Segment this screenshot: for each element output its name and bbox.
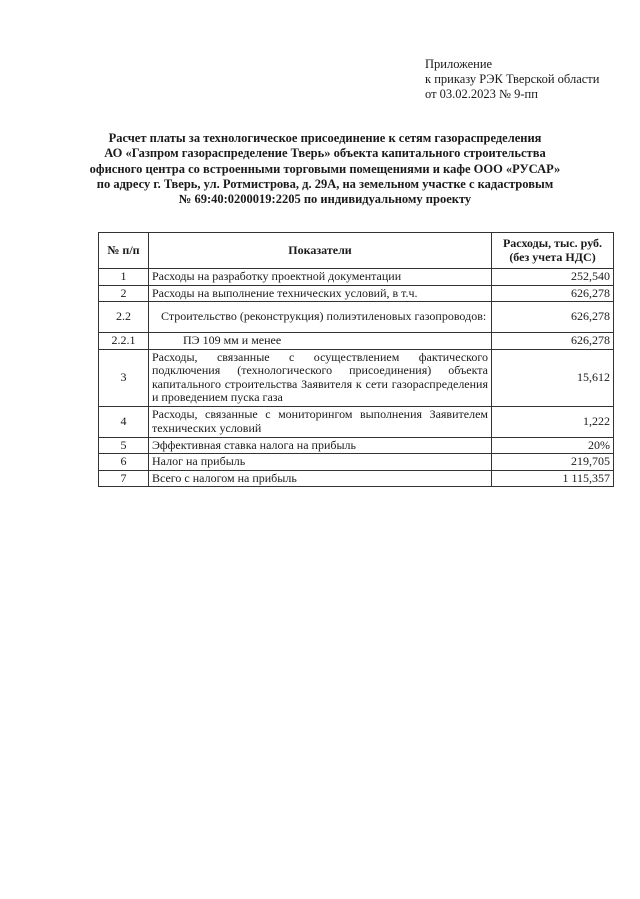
- title-line: АО «Газпром газораспределение Тверь» объекта капитального строительства: [104, 146, 546, 161]
- row-num: 7: [99, 470, 149, 487]
- table-row: [99, 302, 614, 333]
- row-value: 20%: [492, 437, 614, 454]
- appendix-line: от 03.02.2023 № 9-пп: [425, 87, 538, 101]
- row-num: 6: [99, 454, 149, 471]
- row-value: 15,612: [492, 349, 614, 406]
- row-value: 1,222: [492, 406, 614, 437]
- header-num: № п/п: [99, 233, 149, 269]
- table-row: [99, 269, 614, 286]
- row-value: 1 115,357: [492, 470, 614, 487]
- row-value: 252,540: [492, 269, 614, 286]
- row-value: 626,278: [492, 333, 614, 350]
- row-num: 1: [99, 269, 149, 286]
- appendix-line: к приказу РЭК Тверской области: [425, 72, 600, 86]
- row-indicator: Расходы на выполнение технических условий, в т.ч.: [149, 285, 492, 302]
- appendix-line: Приложение: [425, 57, 493, 71]
- row-indicator: Расходы, связанные с мониторингом выполнения Заявителем технических условий: [149, 406, 492, 437]
- table-row: [99, 470, 614, 487]
- row-indicator: Всего с налогом на прибыль: [149, 470, 492, 487]
- cost-table: [98, 232, 614, 487]
- table-header-row: [99, 233, 614, 269]
- row-num: 2.2: [99, 302, 149, 333]
- row-num: 4: [99, 406, 149, 437]
- row-indicator: Эффективная ставка налога на прибыль: [149, 437, 492, 454]
- row-indicator: ПЭ 109 мм и менее: [149, 333, 492, 350]
- header-indicator: Показатели: [149, 233, 492, 269]
- row-indicator: Строительство (реконструкция) полиэтиленовых газопроводов:: [149, 302, 492, 333]
- table-row: [99, 406, 614, 437]
- header-cost-line: (без учета НДС): [509, 249, 596, 264]
- table-row: [99, 285, 614, 302]
- title-line: Расчет платы за технологическое присоединение к сетям газораспределения: [108, 131, 542, 145]
- title-line: офисного центра со встроенными торговыми помещениями и кафе ООО «РУСАР»: [89, 161, 561, 176]
- row-indicator: Налог на прибыль: [149, 454, 492, 471]
- row-value: 626,278: [492, 302, 614, 333]
- row-num: 2: [99, 285, 149, 302]
- header-cost: [492, 233, 614, 269]
- document-title: [60, 131, 590, 207]
- table-row: [99, 333, 614, 350]
- row-indicator: Расходы, связанные с осуществлением фактического подключения (технологического присоединения) объекта капитального строительства Заявителя к сети газораспределения и проведением пуска газа: [149, 349, 492, 406]
- table-row: [99, 437, 614, 454]
- row-value: 626,278: [492, 285, 614, 302]
- appendix-header: [425, 57, 599, 102]
- table-row: [99, 454, 614, 471]
- row-num: 5: [99, 437, 149, 454]
- table-row: [99, 349, 614, 406]
- row-value: 219,705: [492, 454, 614, 471]
- row-indicator: Расходы на разработку проектной документации: [149, 269, 492, 286]
- row-num: 3: [99, 349, 149, 406]
- title-line: по адресу г. Тверь, ул. Ротмистрова, д. 29А, на земельном участке с кадастровым: [96, 176, 554, 191]
- header-cost-line: Расходы, тыс. руб.: [502, 236, 603, 250]
- row-num: 2.2.1: [99, 333, 149, 350]
- title-line: № 69:40:0200019:2205 по индивидуальному проекту: [178, 192, 472, 207]
